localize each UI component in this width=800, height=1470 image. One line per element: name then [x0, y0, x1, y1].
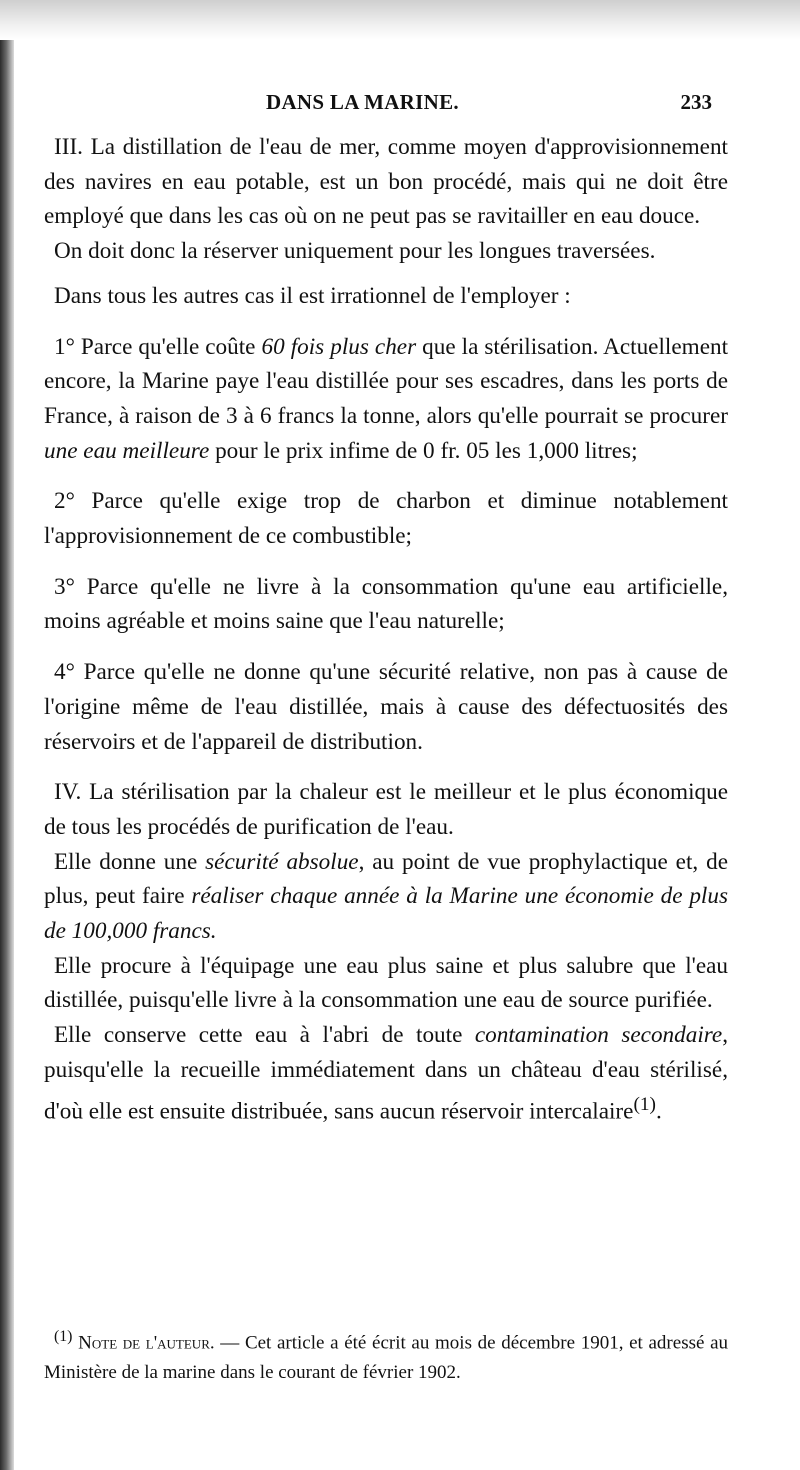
page-binding-shadow: [0, 0, 14, 1470]
conserve-text-a: Elle conserve cette eau à l'abri de toute: [54, 1022, 475, 1049]
point-1-emphasis-water: une eau meilleure: [44, 437, 210, 464]
paragraph-irrationnel: Dans tous les autres cas il est irrationnel de l'employer :: [54, 282, 571, 309]
page-header: [266, 90, 712, 120]
point-1-text-e: pour le prix infime de 0 fr. 05 les 1,000 litres;: [209, 437, 638, 464]
point-1-text-c: que la stérilisation. Actuellement encore, la Marine paye l'eau distillée pour ses escadres, dans les ports de France, à raison de 3 à 6 francs la tonne, alors qu'elle pourrait se procurer: [44, 333, 729, 429]
paragraph-point-1: [44, 330, 728, 469]
paragraph-equipage: Elle procure à l'équipage une eau plus saine et plus salubre que l'eau distillée, puisqu'elle livre à la consommation une eau de source purifiée.: [44, 952, 728, 1014]
footnote-marker: (1): [54, 1328, 73, 1345]
point-1-text-a: 1° Parce qu'elle coûte: [54, 333, 262, 360]
conserve-text-c: , puisqu'elle la recueille immédiatement dans un château d'eau stérilisé, d'où elle est ensuite distribuée, sans aucun réservoir intercalaire: [44, 1022, 729, 1125]
footnote: [44, 1322, 728, 1388]
paragraph-traversees: On doit donc la réserver uniquement pour les longues traversées.: [54, 238, 656, 265]
economie-emphasis: réaliser chaque année à la Marine une économie de plus de 100,000 francs.: [44, 883, 728, 945]
footnote-reference: (1): [633, 1093, 656, 1115]
securite-emphasis: sécurité absolue: [205, 848, 359, 875]
paragraph-securite: [44, 845, 728, 949]
paragraph-iii: III. La distillation de l'eau de mer, comme moyen d'approvisionnement des navires en eau potable, est un bon procédé, mais qui ne doit être employé que dans les cas où on ne peut pas se ravitailler en eau douce.: [44, 134, 728, 230]
paragraph-point-3: 3° Parce qu'elle ne livre à la consommation qu'une eau artificielle, moins agréable et moins saine que l'eau naturelle;: [44, 573, 728, 635]
paragraph-conserve: Elle conserve cette eau à l'abri de toute contamination secondaire, puisqu'elle la recueille immédiatement dans un château d'eau stérilisé, d'où elle est ensuite distribuée, sans aucun réservoir intercalaire$^{(1)}$.: [44, 1022, 729, 1125]
page-top-shadow: [0, 0, 800, 40]
paragraph-point-4: 4° Parce qu'elle ne donne qu'une sécurité relative, non pas à cause de l'origine même de l'eau distillée, mais à cause des défectuosités des réservoirs et de l'appareil de distribution.: [44, 659, 728, 755]
paragraph-point-2: 2° Parce qu'elle exige trop de charbon et diminue notablement l'approvisionnement de ce combustible;: [44, 488, 728, 550]
page-number: 233: [680, 90, 712, 114]
securite-text-a: Elle donne une: [54, 848, 206, 875]
securite-text-c: , au point de vue prophylactique et, de plus, peut faire: [44, 848, 728, 910]
footnote-text: [44, 1322, 728, 1388]
footnote-body: — Cet article a été écrit au mois de décembre 1901, et adressé au Ministère de la marine dans le courant de février 1902.: [44, 1332, 729, 1384]
contamination-emphasis: contamination secondaire: [474, 1022, 723, 1049]
running-title: DANS LA MARINE.: [266, 90, 459, 114]
body-text: [44, 130, 728, 1129]
footnote-label: Note de l'auteur.: [78, 1332, 215, 1354]
point-1-emphasis-cost: 60 fois plus cher: [261, 333, 417, 360]
paragraph-iv: IV. La stérilisation par la chaleur est le meilleur et le plus économique de tous les procédés de purification de l'eau.: [44, 779, 728, 840]
